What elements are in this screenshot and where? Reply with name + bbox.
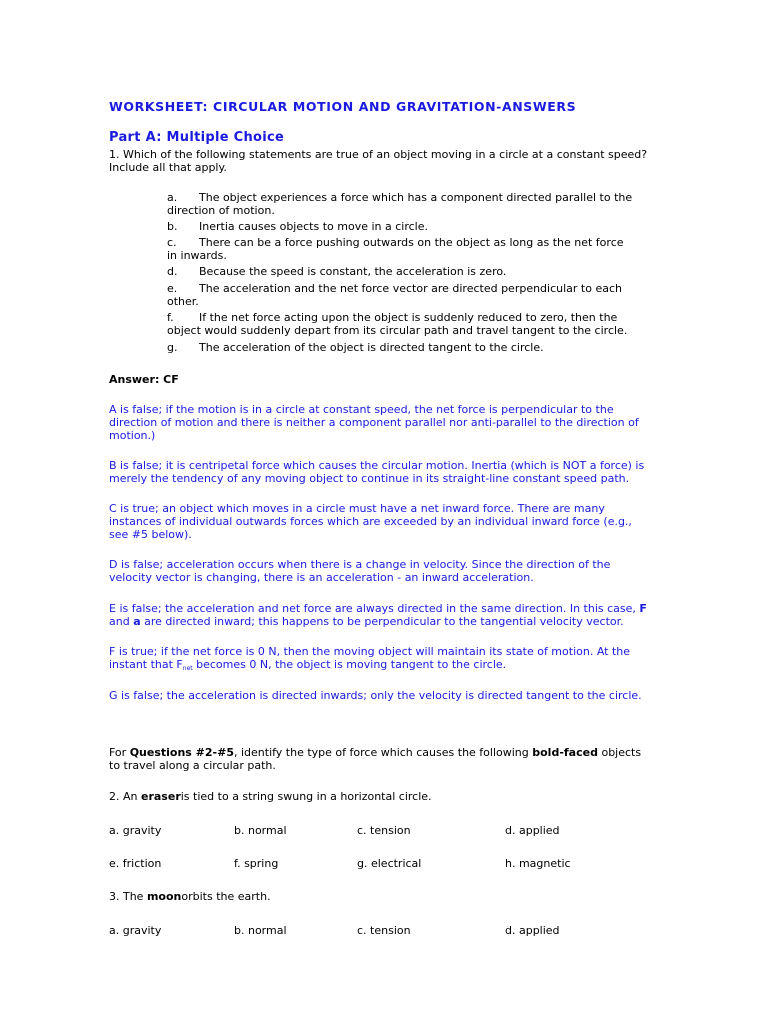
- q2-choice-a: a. gravity: [109, 824, 162, 837]
- part-a-heading: Part A: Multiple Choice: [109, 130, 285, 145]
- explanation-a: A is false; if the motion is in a circle at constant speed, the net force is perpendicular to the direction of motion and there is neither a component parallel nor anti-parallel to the direction of motion.): [109, 403, 639, 442]
- answer-label: Answer: CF: [109, 373, 179, 386]
- q2-choice-f: f. spring: [234, 857, 279, 870]
- question-2-stem: 2. An eraseris tied to a string swung in a horizontal circle.: [109, 790, 432, 803]
- option-f: f. If the net force acting upon the object is suddenly reduced to zero, then the object would suddenly depart from its circular path and travel tangent to the circle.: [167, 311, 628, 337]
- explanation-e: E is false; the acceleration and net force are always directed in the same direction. In this case, F and a are directed inward; this happens to be perpendicular to the tangential velocity vector.: [109, 602, 647, 628]
- q2-choice-g: g. electrical: [357, 857, 422, 870]
- worksheet-title: WORKSHEET: CIRCULAR MOTION AND GRAVITATION-ANSWERS: [109, 99, 577, 114]
- option-g: g. The acceleration of the object is directed tangent to the circle.: [167, 341, 544, 354]
- q3-choice-d: d. applied: [505, 924, 560, 937]
- explanation-d: D is false; acceleration occurs when there is a change in velocity. Since the direction of the velocity vector is changing, there is an acceleration - an inward acceleration.: [109, 558, 611, 584]
- q3-choice-c: c. tension: [357, 924, 411, 937]
- explanation-g: G is false; the acceleration is directed inwards; only the velocity is directed tangent to the circle.: [109, 689, 642, 702]
- questions-intro: For Questions #2-#5, identify the type of force which causes the following bold-faced objects to travel along a circular path.: [109, 746, 642, 772]
- q2-choice-d: d. applied: [505, 824, 560, 837]
- option-c: c. There can be a force pushing outwards on the object as long as the net force in inwards.: [167, 236, 624, 262]
- option-b: b. Inertia causes objects to move in a circle.: [167, 220, 428, 233]
- option-a: a. The object experiences a force which has a component directed parallel to the direction of motion.: [167, 191, 633, 217]
- explanation-f: F is true; if the net force is 0 N, then the moving object will maintain its state of motion. At the instant that $F_{net}$ becomes 0 N, the object is moving tangent to the circle.: [109, 645, 631, 672]
- option-e: e. The acceleration and the net force vector are directed perpendicular to each other.: [167, 282, 623, 308]
- question-1-stem: 1. Which of the following statements are true of an object moving in a circle at a constant speed? Include all that apply.: [109, 148, 648, 174]
- q3-choice-a: a. gravity: [109, 924, 162, 937]
- explanation-b: B is false; it is centripetal force which causes the circular motion. Inertia (which is NOT a force) is merely the tendency of any moving object to continue in its straight-line constant speed path.: [109, 459, 645, 485]
- q2-choice-b: b. normal: [234, 824, 287, 837]
- q2-choice-e: e. friction: [109, 857, 162, 870]
- q2-choice-c: c. tension: [357, 824, 411, 837]
- option-d: d. Because the speed is constant, the acceleration is zero.: [167, 265, 507, 278]
- question-3-stem: 3. The moonorbits the earth.: [109, 890, 271, 903]
- explanation-c: C is true; an object which moves in a circle must have a net inward force. There are many instances of individual outwards forces which are exceeded by an individual inward force (e.g., see #5 below).: [109, 502, 632, 541]
- q2-choice-h: h. magnetic: [505, 857, 571, 870]
- q3-choice-b: b. normal: [234, 924, 287, 937]
